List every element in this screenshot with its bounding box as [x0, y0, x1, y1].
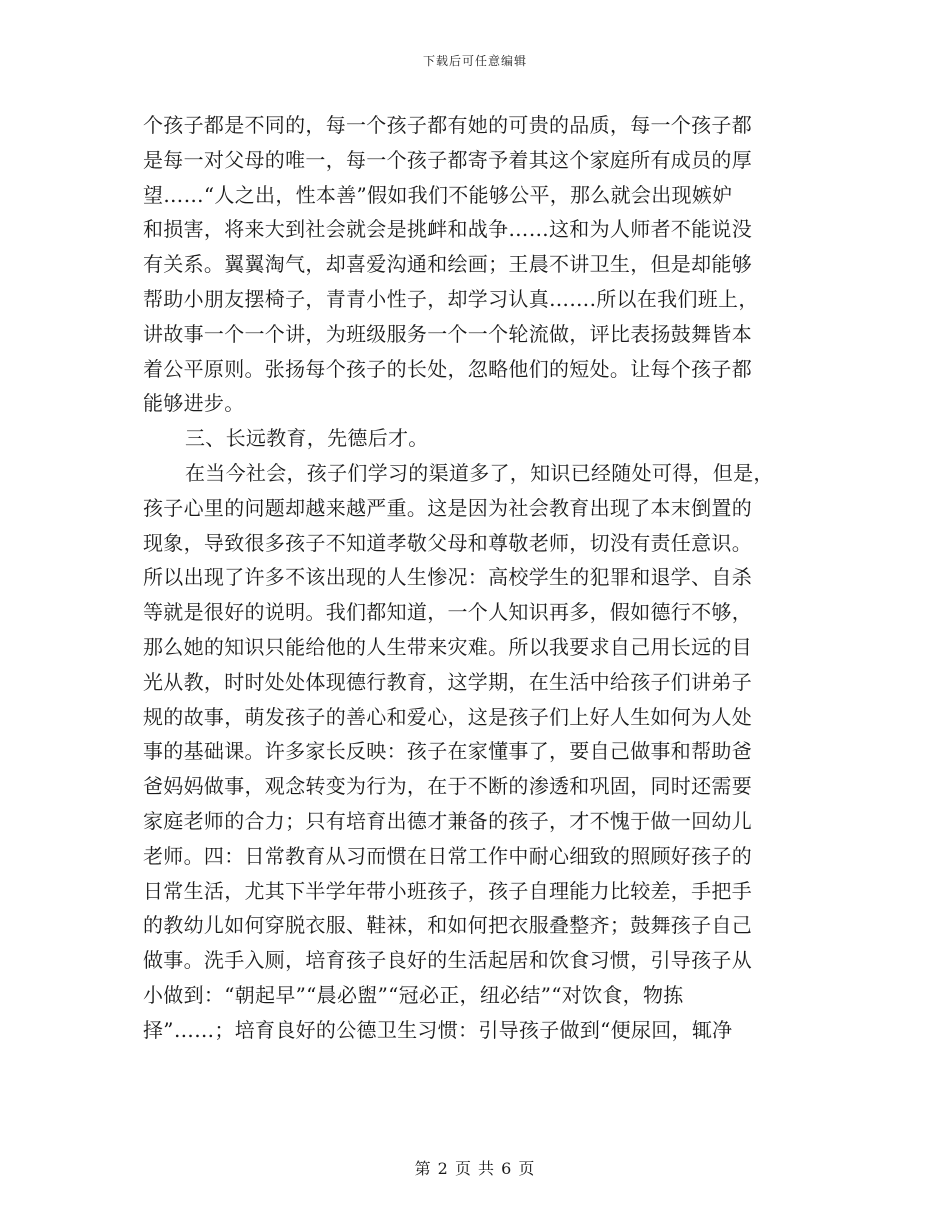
text-line: 爸妈妈做事，观念转变为行为，在于不断的渗透和巩固，同时还需要 — [143, 774, 752, 799]
text-line: 能够进步。 — [143, 391, 245, 416]
text-line: 择”……；培育良好的公德卫生习惯：引导孩子做到“便尿回，辄净 — [143, 1017, 733, 1042]
text-line: 的教幼儿如何穿脱衣服、鞋袜，和如何把衣服叠整齐；鼓舞孩子自己 — [143, 913, 752, 938]
text-line: 孩子心里的问题却越来越严重。这是因为社会教育出现了本末倒置的 — [143, 495, 752, 520]
text-line: 做事。洗手入厕，培育孩子良好的生活起居和饮食习惯，引导孩子从 — [143, 948, 752, 973]
section-heading: 三、长远教育，先德后才。 — [185, 426, 429, 451]
paragraph-start: 在当今社会，孩子们学习的渠道多了，知识已经随处可得，但是， — [185, 460, 774, 485]
page-number: 第 2 页 共 6 页 — [414, 1159, 536, 1178]
text-line: 现象，导致很多孩子不知道孝敬父母和尊敬老师，切没有责任意识。 — [143, 530, 752, 555]
text-line: 所以出现了许多不该出现的人生惨况：高校学生的犯罪和退学、自杀 — [143, 565, 752, 590]
text-line: 那么她的知识只能给他的人生带来灾难。所以我要求自己用长远的目 — [143, 634, 752, 659]
text-line: 老师。四：日常教育从习而惯在日常工作中耐心细致的照顾好孩子的 — [143, 843, 752, 868]
text-line: 着公平原则。张扬每个孩子的长处，忽略他们的短处。让每个孩子都 — [143, 356, 752, 381]
text-line: 家庭老师的合力；只有培育出德才兼备的孩子，才不愧于做一回幼儿 — [143, 808, 752, 833]
text-line: 事的基础课。许多家长反映：孩子在家懂事了，要自己做事和帮助爸 — [143, 739, 752, 764]
text-line: 小做到：“朝起早”“晨必盥”“冠必正，纽必结”“对饮食，物拣 — [143, 982, 684, 1007]
body-text — [143, 108, 807, 1048]
text-line: 讲故事一个一个讲，为班级服务一个一个轮流做，评比表扬鼓舞皆本 — [143, 321, 752, 346]
text-line: 个孩子都是不同的，每一个孩子都有她的可贵的品质，每一个孩子都 — [143, 113, 752, 137]
text-line: 日常生活，尤其下半学年带小班孩子，孩子自理能力比较差，手把手 — [143, 878, 752, 903]
text-line: 等就是很好的说明。我们都知道，一个人知识再多，假如德行不够， — [143, 600, 752, 625]
header-note: 下载后可任意编辑 — [422, 54, 527, 68]
text-line: 望……“人之出，性本善”假如我们不能够公平，那么就会出现嫉妒 — [143, 182, 733, 207]
text-line: 帮助小朋友摆椅子，青青小性子，却学习认真…….所以在我们班上， — [143, 286, 759, 311]
text-line: 是每一对父母的唯一，每一个孩子都寄予着其这个家庭所有成员的厚 — [143, 147, 752, 172]
text-line: 和损害，将来大到社会就会是挑衅和战争……这和为人师者不能说没 — [143, 217, 752, 242]
text-line: 有关系。翼翼淘气，却喜爱沟通和绘画；王晨不讲卫生，但是却能够 — [143, 252, 752, 277]
text-line: 规的故事，萌发孩子的善心和爱心，这是孩子们上好人生如何为人处 — [143, 704, 752, 729]
text-line: 光从教，时时处处体现德行教育，这学期，在生活中给孩子们讲弟子 — [143, 669, 752, 694]
